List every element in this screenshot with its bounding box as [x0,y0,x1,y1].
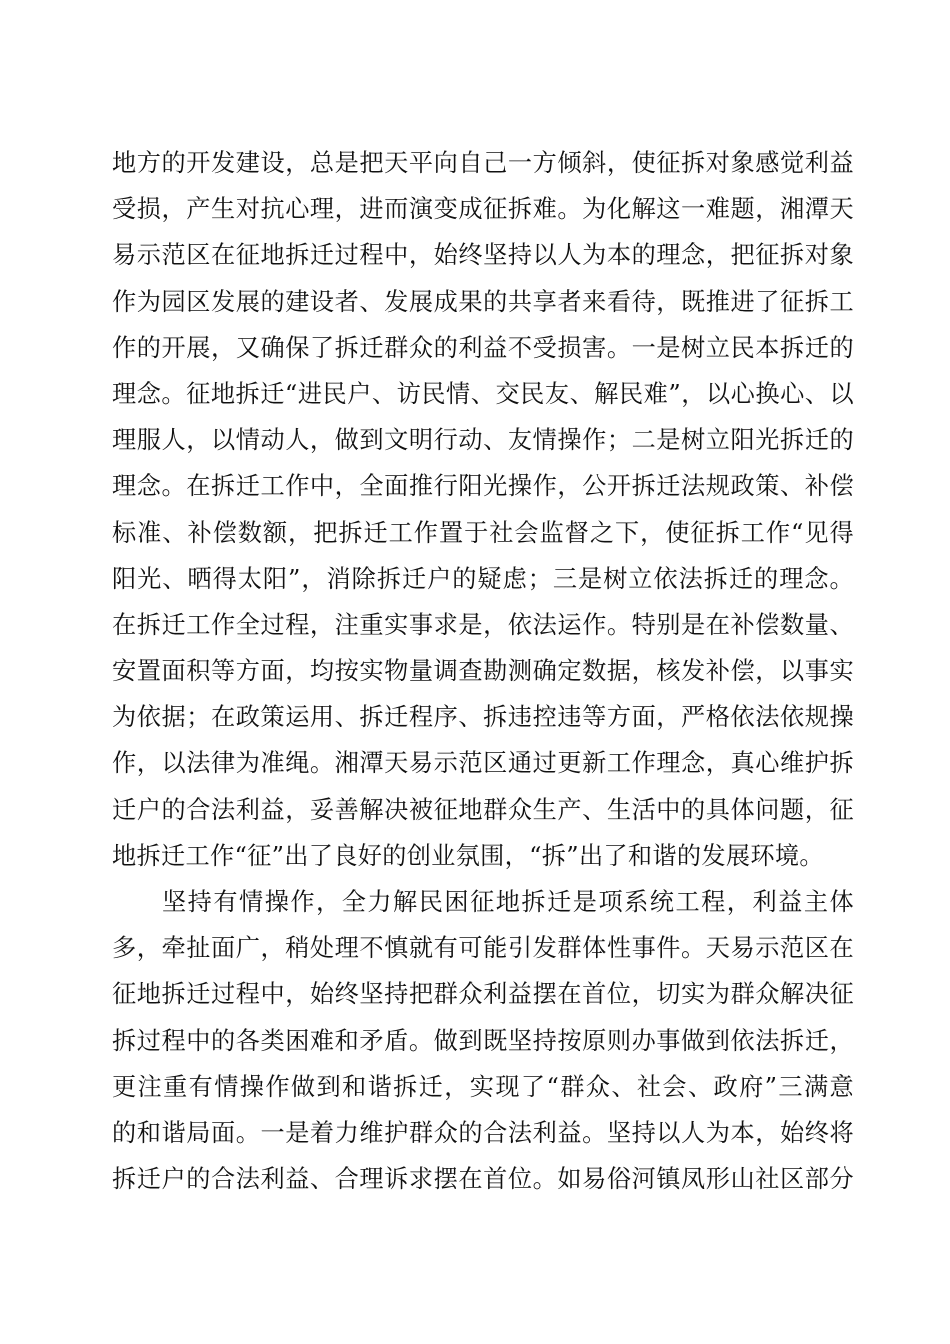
text-line: 迁户的合法利益，妥善解决被征地群众生产、生活中的具体问题，征 [112,795,854,824]
text-line: 受损，产生对抗心理，进而演变成征拆难。为化解这一难题，湘潭天 [112,195,854,224]
text-line: 易示范区在征地拆迁过程中，始终坚持以人为本的理念，把征拆对象 [112,241,854,270]
text-line: 在拆迁工作全过程，注重实事求是，依法运作。特别是在补偿数量、 [112,610,854,639]
text-line: 安置面积等方面，均按实物量调查勘测确定数据，核发补偿，以事实 [112,657,854,686]
text-line: 地拆迁工作“征”出了良好的创业氛围，“拆”出了和谐的发展环境。 [112,841,824,870]
text-line: 征地拆迁过程中，始终坚持把群众利益摆在首位，切实为群众解决征 [112,980,854,1009]
text-line: 拆过程中的各类困难和矛盾。做到既坚持按原则办事做到依法拆迁， [112,1026,854,1055]
text-line: 多，牵扯面广，稍处理不慎就有可能引发群体性事件。天易示范区在 [112,934,854,963]
text-line: 坚持有情操作，全力解民困征地拆迁是项系统工程，利益主体 [162,888,854,916]
text-line: 作，以法律为准绳。湘潭天易示范区通过更新工作理念，真心维护拆 [112,749,854,778]
text-line: 阳光、晒得太阳”，消除拆迁户的疑虑；三是树立依法拆迁的理念。 [112,564,854,593]
text-line: 理念。征地拆迁“进民户、访民情、交民友、解民难”，以心换心、以 [112,379,854,408]
text-line: 为依据；在政策运用、拆迁程序、拆违控违等方面，严格依法依规操 [112,703,854,732]
text-line: 拆迁户的合法利益、合理诉求摆在首位。如易俗河镇凤形山社区部分 [112,1165,854,1194]
text-line: 作为园区发展的建设者、发展成果的共享者来看待，既推进了征拆工 [112,287,854,316]
text-line: 作的开展，又确保了拆迁群众的利益不受损害。一是树立民本拆迁的 [112,333,854,362]
text-line: 地方的开发建设，总是把天平向自己一方倾斜，使征拆对象感觉利益 [112,149,854,177]
text-line: 的和谐局面。一是着力维护群众的合法利益。坚持以人为本，始终将 [112,1118,854,1147]
text-line: 理念。在拆迁工作中，全面推行阳光操作，公开拆迁法规政策、补偿 [112,472,854,501]
paragraph-continuation [112,140,854,879]
text-line: 更注重有情操作做到和谐拆迁，实现了“群众、社会、政府”三满意 [112,1072,854,1101]
paragraph-new [112,879,854,1202]
text-line: 理服人，以情动人，做到文明行动、友情操作；二是树立阳光拆迁的 [112,426,854,455]
text-line: 标准、补偿数额，把拆迁工作置于社会监督之下，使征拆工作“见得 [112,518,854,547]
